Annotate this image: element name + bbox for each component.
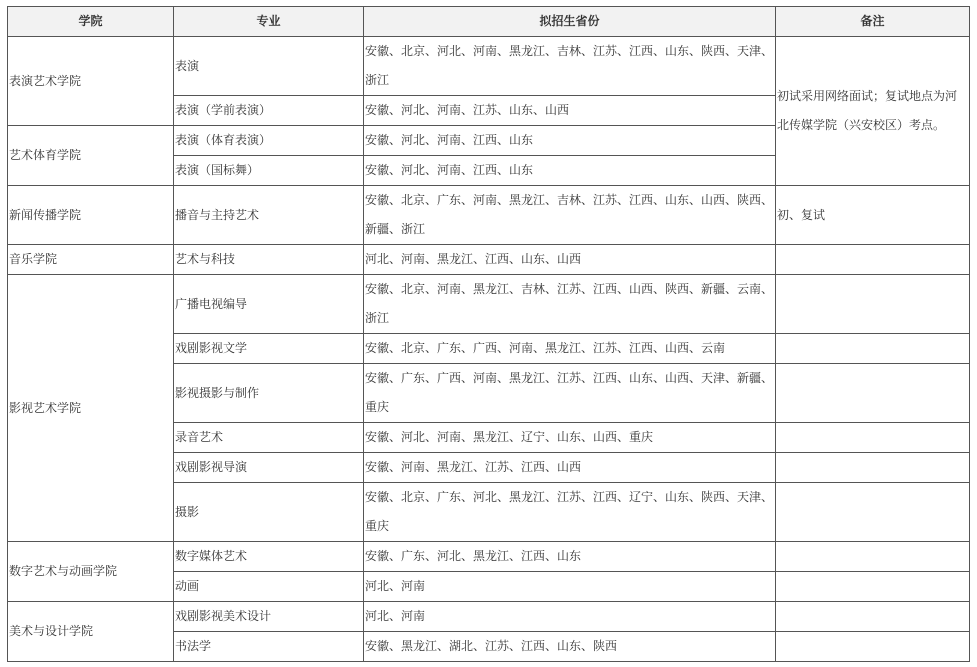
note-cell (776, 453, 970, 483)
college-cell: 影视艺术学院 (8, 275, 174, 542)
header-note: 备注 (776, 7, 970, 37)
college-cell: 美术与设计学院 (8, 602, 174, 662)
provinces-cell: 安徽、北京、河南、黑龙江、吉林、江苏、江西、山西、陕西、新疆、云南、浙江 (364, 275, 776, 334)
header-row (8, 7, 970, 37)
major-cell: 戏剧影视导演 (174, 453, 364, 483)
enrollment-table (7, 6, 970, 662)
college-cell: 数字艺术与动画学院 (8, 542, 174, 602)
table-row (8, 542, 970, 572)
note-cell (776, 334, 970, 364)
major-cell: 表演 (174, 37, 364, 96)
provinces-cell: 安徽、北京、广东、河南、黑龙江、吉林、江苏、江西、山东、山西、陕西、新疆、浙江 (364, 186, 776, 245)
provinces-cell: 安徽、北京、河北、河南、黑龙江、吉林、江苏、江西、山东、陕西、天津、浙江 (364, 37, 776, 96)
note-cell (776, 572, 970, 602)
table-row (8, 245, 970, 275)
note-cell (776, 275, 970, 334)
provinces-cell: 安徽、河北、河南、江西、山东 (364, 126, 776, 156)
college-cell: 音乐学院 (8, 245, 174, 275)
provinces-cell: 安徽、河北、河南、江苏、山东、山西 (364, 96, 776, 126)
major-cell: 戏剧影视美术设计 (174, 602, 364, 632)
note-cell (776, 632, 970, 662)
provinces-cell: 安徽、北京、广东、广西、河南、黑龙江、江苏、江西、山西、云南 (364, 334, 776, 364)
major-cell: 表演（学前表演） (174, 96, 364, 126)
major-cell: 表演（体育表演） (174, 126, 364, 156)
major-cell: 播音与主持艺术 (174, 186, 364, 245)
major-cell: 艺术与科技 (174, 245, 364, 275)
college-cell: 艺术体育学院 (8, 126, 174, 186)
note-cell: 初试采用网络面试；复试地点为河北传媒学院（兴安校区）考点。 (776, 37, 970, 186)
note-cell (776, 245, 970, 275)
note-cell (776, 602, 970, 632)
major-cell: 数字媒体艺术 (174, 542, 364, 572)
major-cell: 摄影 (174, 483, 364, 542)
provinces-cell: 安徽、北京、广东、河北、黑龙江、江苏、江西、辽宁、山东、陕西、天津、重庆 (364, 483, 776, 542)
provinces-cell: 安徽、黑龙江、湖北、江苏、江西、山东、陕西 (364, 632, 776, 662)
provinces-cell: 安徽、河北、河南、江西、山东 (364, 156, 776, 186)
provinces-cell: 安徽、广东、广西、河南、黑龙江、江苏、江西、山东、山西、天津、新疆、重庆 (364, 364, 776, 423)
table-row (8, 37, 970, 96)
table-row (8, 275, 970, 334)
major-cell: 动画 (174, 572, 364, 602)
college-cell: 表演艺术学院 (8, 37, 174, 126)
provinces-cell: 河北、河南 (364, 572, 776, 602)
college-cell: 新闻传播学院 (8, 186, 174, 245)
provinces-cell: 河北、河南 (364, 602, 776, 632)
provinces-cell: 安徽、广东、河北、黑龙江、江西、山东 (364, 542, 776, 572)
header-provinces: 拟招生省份 (364, 7, 776, 37)
note-cell: 初、复试 (776, 186, 970, 245)
provinces-cell: 河北、河南、黑龙江、江西、山东、山西 (364, 245, 776, 275)
header-college: 学院 (8, 7, 174, 37)
note-cell (776, 483, 970, 542)
major-cell: 广播电视编导 (174, 275, 364, 334)
provinces-cell: 安徽、河北、河南、黑龙江、辽宁、山东、山西、重庆 (364, 423, 776, 453)
table-row (8, 602, 970, 632)
note-cell (776, 423, 970, 453)
major-cell: 录音艺术 (174, 423, 364, 453)
note-cell (776, 542, 970, 572)
table-row (8, 186, 970, 245)
major-cell: 戏剧影视文学 (174, 334, 364, 364)
note-cell (776, 364, 970, 423)
major-cell: 影视摄影与制作 (174, 364, 364, 423)
header-major: 专业 (174, 7, 364, 37)
major-cell: 表演（国标舞） (174, 156, 364, 186)
provinces-cell: 安徽、河南、黑龙江、江苏、江西、山西 (364, 453, 776, 483)
major-cell: 书法学 (174, 632, 364, 662)
